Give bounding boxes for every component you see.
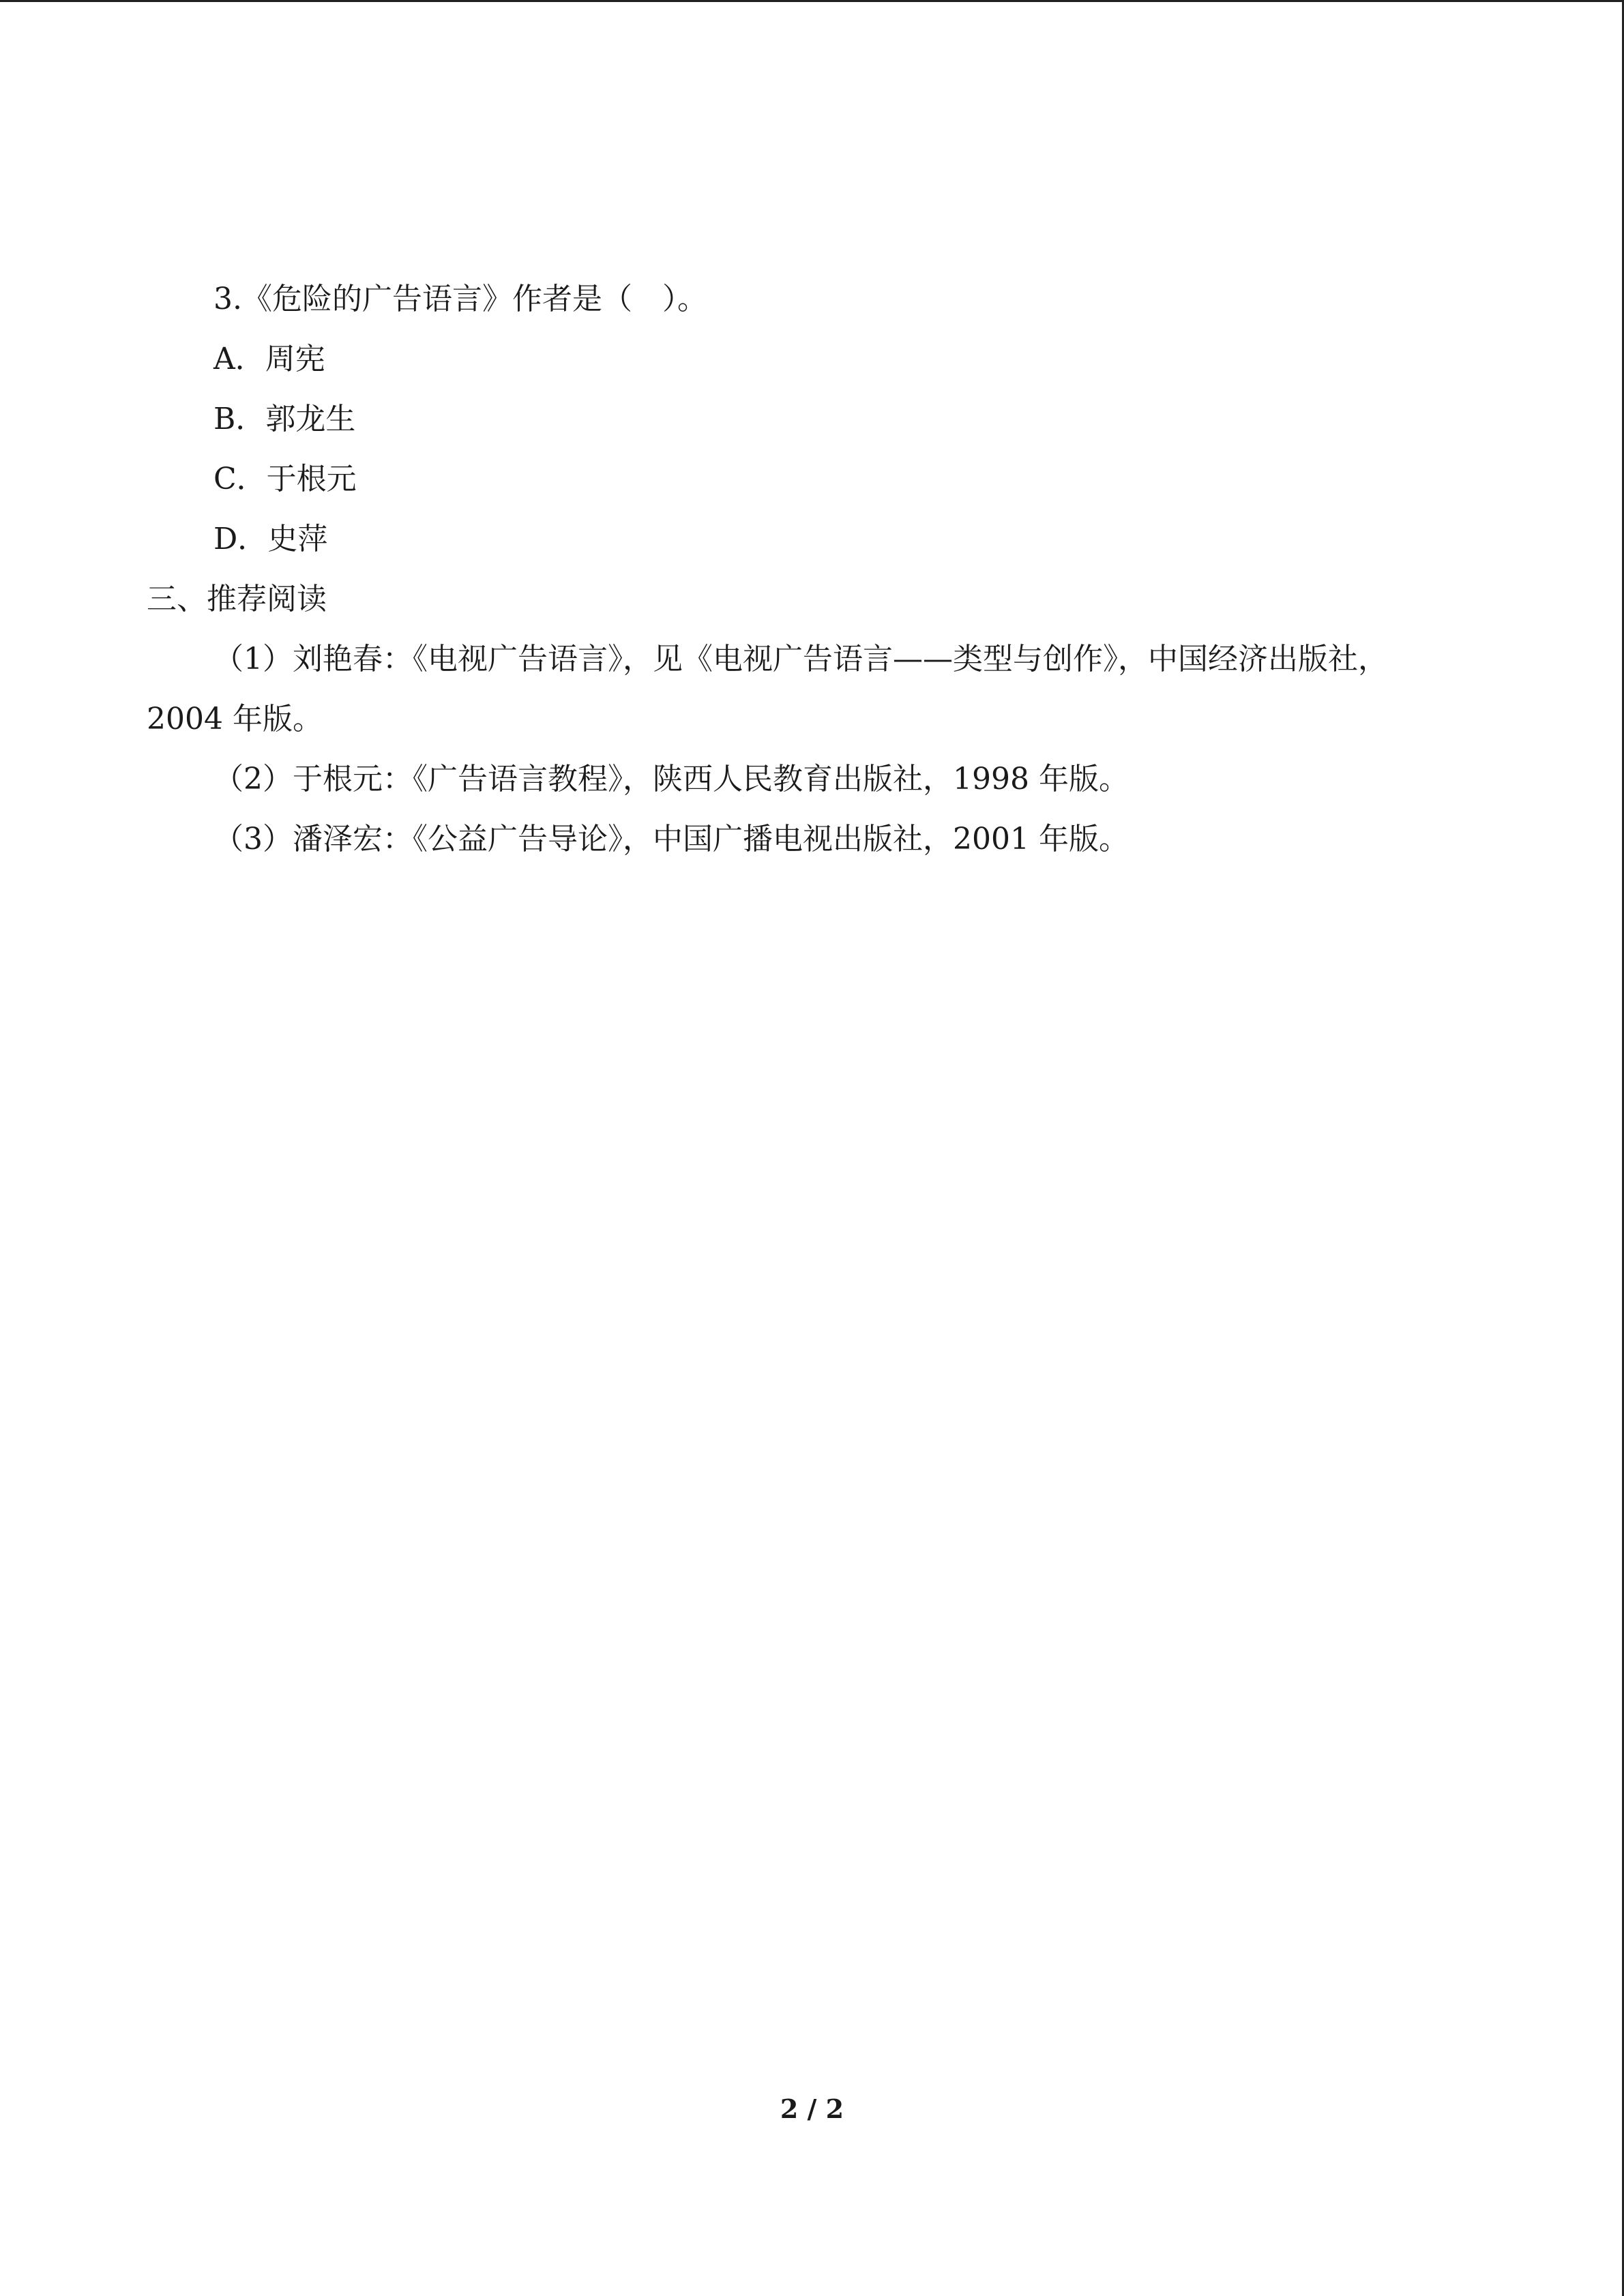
reading-item-3: （3）潘泽宏：《公益广告导论》，中国广播电视出版社，2001 年版。	[213, 822, 1129, 856]
page-top-border	[0, 0, 1624, 2]
document-body	[147, 269, 1449, 869]
reading-item-2: （2）于根元：《广告语言教程》，陕西人民教育出版社，1998 年版。	[213, 762, 1129, 796]
section-heading: 三、推荐阅读	[147, 582, 327, 616]
option-d: D．史萍	[213, 522, 328, 556]
page-number: 2 / 2	[780, 2093, 844, 2124]
reading-item-1: （1）刘艳春：《电视广告语言》，见《电视广告语言——类型与创作》，中国经济出版社，2004 年版。	[147, 642, 1388, 736]
option-c: C．于根元	[213, 462, 357, 496]
option-a: A．周宪	[213, 342, 325, 376]
option-b: B．郭龙生	[213, 402, 356, 436]
question-stem: 3.《危险的广告语言》作者是（ ）。	[213, 282, 707, 316]
